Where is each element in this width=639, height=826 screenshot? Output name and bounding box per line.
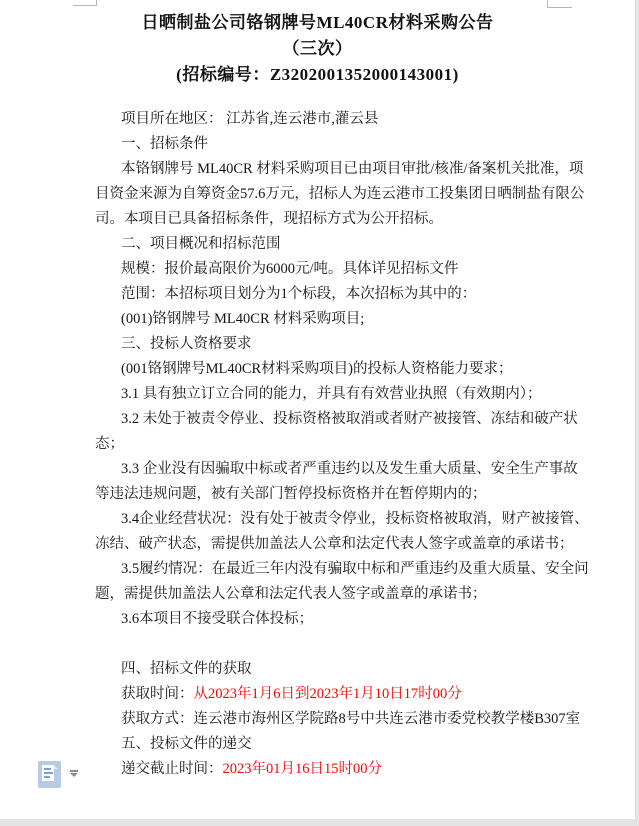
- document-line: 三、投标人资格要求: [121, 336, 252, 352]
- document-line: 3.5履约情况：在最近三年内没有骗取中标和严重违约及重大质量、安全问: [121, 561, 589, 577]
- document-line: 3.3 企业没有因骗取中标或者严重违约以及发生重大质量、安全生产事故: [121, 461, 578, 477]
- clipped-ui-fragment-right: [547, 0, 572, 8]
- page-bottom-edge: [0, 819, 639, 826]
- document-body: [95, 107, 590, 782]
- chevron-down-icon[interactable]: [70, 770, 78, 777]
- document-line: 获取时间：从2023年1月6日到2023年1月10日17时00分: [121, 686, 462, 702]
- document-line: 一、招标条件: [121, 136, 208, 152]
- clipboard-paste-icon[interactable]: [38, 761, 61, 788]
- document-line: 司。本项目已具备招标条件，现招标方式为公开招标。: [95, 211, 443, 227]
- document-line: 规模：报价最高限价为6000元/吨。具体详见招标文件: [121, 261, 459, 277]
- document-line: 四、招标文件的获取: [121, 661, 252, 677]
- clipped-ui-fragment-left: [73, 0, 97, 6]
- chevron-bar: [70, 770, 78, 772]
- document-line: 二、项目概况和招标范围: [121, 236, 281, 252]
- document-line: 3.4企业经营状况：没有处于被责令停业，投标资格被取消，财产被接管、: [121, 511, 589, 527]
- title-line-3: (招标编号：Z3202001352000143001): [176, 65, 459, 84]
- title-line-2: （三次）: [282, 39, 353, 58]
- document-line: 项目所在地区： 江苏省,连云港市,灌云县: [121, 111, 379, 127]
- document-line: 获取方式：连云港市海州区学院路8号中共连云港市委党校教学楼B307室: [121, 711, 581, 727]
- paste-icon-textline: [44, 768, 51, 770]
- paste-icon-textline: [44, 772, 53, 774]
- paste-icon-fold: [54, 765, 58, 769]
- document-line: 范围：本招标项目划分为1个标段，本次招标为其中的：: [121, 286, 477, 302]
- title-line-1: 日晒制盐公司铬钢牌号ML40CR材料采购公告: [141, 13, 494, 32]
- document-line: 等违法违规问题，被有关部门暂停投标资格并在暂停期内的；: [95, 486, 487, 502]
- paste-icon-textline: [44, 776, 50, 778]
- document-line: (001)铬钢牌号 ML40CR 材料采购项目;: [121, 311, 365, 327]
- document-line: 3.2 未处于被责令停业、投标资格被取消或者财产被接管、冻结和破产状: [121, 411, 578, 427]
- document-line: 3.1 具有独立订立合同的能力，并具有有效营业执照（有效期内）；: [121, 386, 542, 402]
- document-line: 本铬钢牌号 ML40CR 材料采购项目已由项目审批/核准/备案机关批准，项: [121, 161, 584, 177]
- document-line: 态；: [95, 436, 124, 452]
- document-line: 五、投标文件的递交: [121, 736, 252, 752]
- document-title: [0, 10, 635, 88]
- document-line: (001铬钢牌号ML40CR材料采购项目)的投标人资格能力要求；: [121, 361, 513, 377]
- document-line: 递交截止时间：2023年01月16日15时00分: [121, 761, 382, 777]
- document-line: [95, 632, 590, 657]
- document-line: 3.6本项目不接受联合体投标；: [121, 611, 314, 627]
- document-line: 目资金来源为自筹资金57.6万元，招标人为连云港市工投集团日晒制盐有限公: [95, 186, 585, 202]
- document-line: 题，需提供加盖法人公章和法定代表人签字或盖章的承诺书；: [95, 586, 487, 602]
- document-line: 冻结、破产状态，需提供加盖法人公章和法定代表人签字或盖章的承诺书；: [95, 536, 574, 552]
- chevron-triangle: [70, 773, 78, 777]
- paste-options-button[interactable]: [38, 761, 78, 788]
